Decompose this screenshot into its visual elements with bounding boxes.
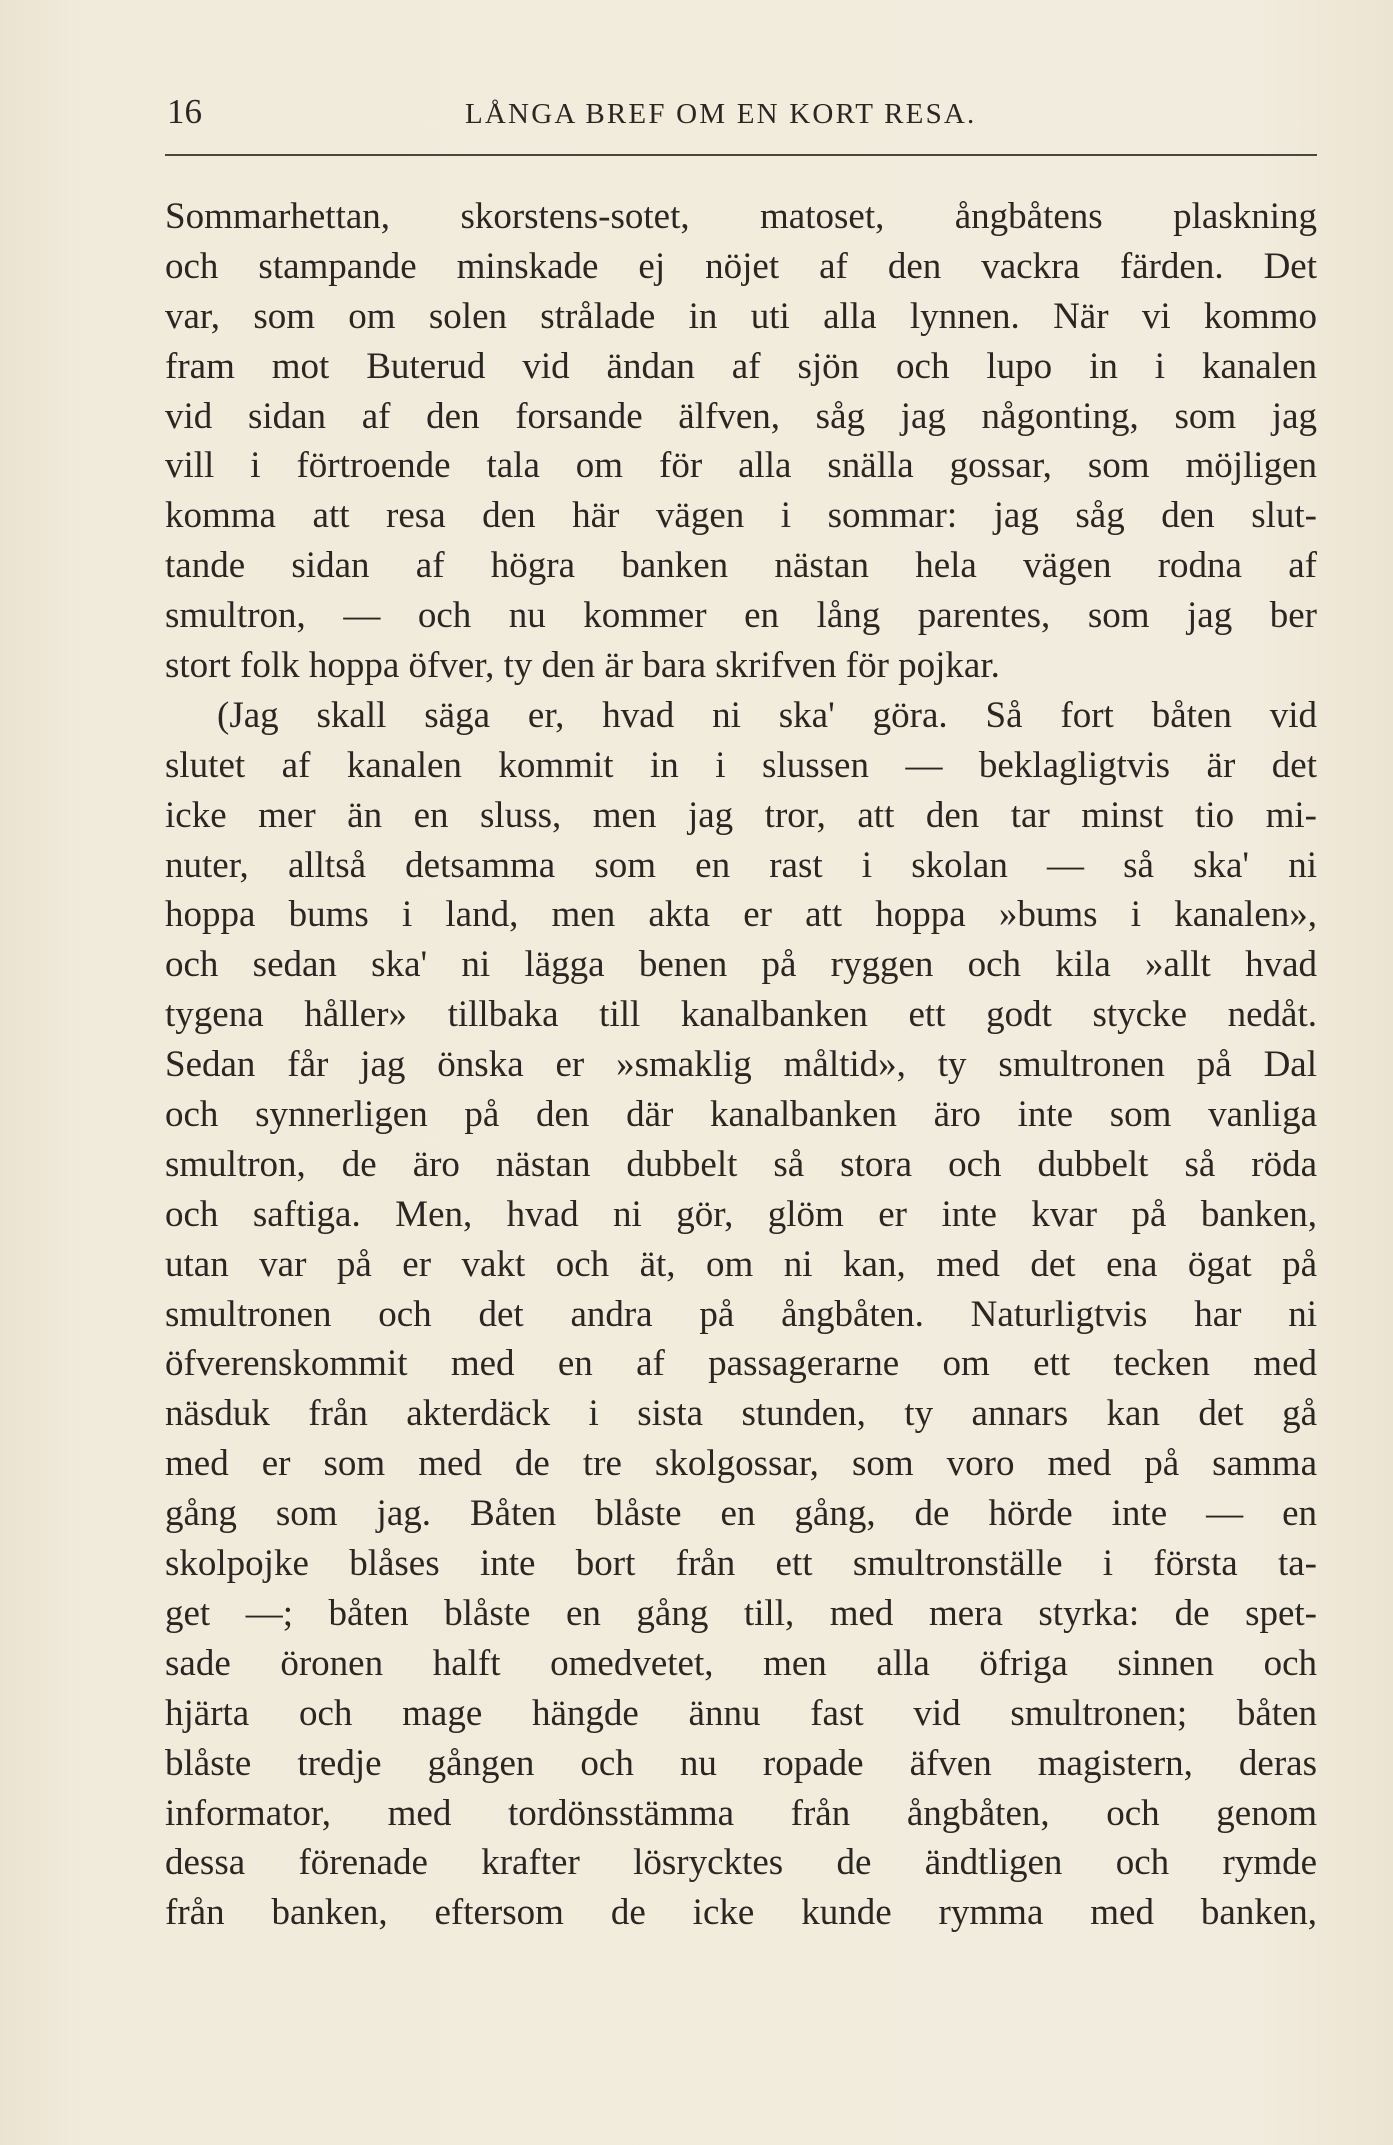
text-line: gång som jag. Båten blåste en gång, de hörde inte — en — [165, 1493, 1317, 1535]
text-line: smultron, de äro nästan dubbelt så stora och dubbelt så röda — [165, 1143, 1317, 1185]
text-line: get —; båten blåste en gång till, med mera styrka: de spet- — [165, 1592, 1317, 1634]
text-line: Sommarhettan, skorstens-sotet, matoset, ångbåtens plaskning — [165, 196, 1317, 237]
text-line: smultronen och det andra på ångbåten. Naturligtvis har ni — [165, 1293, 1317, 1335]
text-line: Sedan får jag önska er »smaklig måltid», ty smultronen på Dal — [165, 1044, 1317, 1086]
text-line: med er som med de tre skolgossar, som voro med på samma — [165, 1443, 1317, 1485]
text-line: och stampande minskade ej nöjet af den vackra färden. Det — [165, 245, 1317, 287]
text-line: var, som om solen strålade in uti alla lynnen. När vi kommo — [165, 295, 1317, 337]
text-line: nuter, alltså detsamma som en rast i skolan — så ska' ni — [165, 844, 1317, 886]
text-line: slutet af kanalen kommit in i slussen — beklagligtvis är det — [165, 744, 1317, 786]
text-line: och sedan ska' ni lägga benen på ryggen och kila »allt hvad — [165, 944, 1317, 986]
text-line: näsduk från akterdäck i sista stunden, ty annars kan det gå — [165, 1393, 1317, 1435]
text-line: komma att resa den här vägen i sommar: jag såg den slut- — [165, 495, 1317, 537]
text-line: öfverenskommit med en af passagerarne om ett tecken med — [165, 1343, 1317, 1385]
text-line: och saftiga. Men, hvad ni gör, glöm er inte kvar på banken, — [165, 1193, 1317, 1235]
text-line: hoppa bums i land, men akta er att hoppa »bums i kanalen», — [165, 894, 1317, 936]
text-line: informator, med tordönsstämma från ångbåten, och genom — [165, 1792, 1317, 1834]
text-line: och synnerligen på den där kanalbanken äro inte som vanliga — [165, 1094, 1317, 1136]
text-line: tygena håller» tillbaka till kanalbanken ett godt stycke nedåt. — [165, 994, 1317, 1036]
running-title: LÅNGA BREF OM EN KORT RESA. — [465, 98, 977, 130]
text-line: från banken, eftersom de icke kunde rymma med banken, — [165, 1892, 1317, 1934]
body-text — [165, 192, 1317, 1938]
text-line: vid sidan af den forsande älfven, såg jag någonting, som jag — [165, 395, 1317, 437]
text-line: dessa förenade krafter lösrycktes de ändtligen och rymde — [165, 1842, 1317, 1884]
text-line: tande sidan af högra banken nästan hela vägen rodna af — [165, 545, 1317, 587]
text-line: vill i förtroende tala om för alla snälla gossar, som möjligen — [165, 445, 1317, 487]
text-line: icke mer än en sluss, men jag tror, att den tar minst tio mi- — [165, 794, 1317, 836]
text-line: skolpojke blåses inte bort från ett smultronställe i första ta- — [165, 1543, 1317, 1585]
running-head — [167, 92, 1317, 132]
text-line: fram mot Buterud vid ändan af sjön och lupo in i kanalen — [165, 345, 1317, 387]
text-line: hjärta och mage hängde ännu fast vid smultronen; båten — [165, 1692, 1317, 1734]
text-line: stort folk hoppa öfver, ty den är bara skrifven för pojkar. — [165, 645, 1000, 687]
text-line: blåste tredje gången och nu ropade äfven magistern, deras — [165, 1742, 1317, 1784]
text-line: sade öronen halft omedvetet, men alla öfriga sinnen och — [165, 1642, 1317, 1684]
header-rule — [165, 154, 1317, 156]
page-number: 16 — [167, 92, 202, 131]
text-line: smultron, — och nu kommer en lång parentes, som jag ber — [165, 595, 1317, 637]
text-line: (Jag skall säga er, hvad ni ska' göra. Så fort båten vid — [217, 694, 1317, 736]
text-line: utan var på er vakt och ät, om ni kan, med det ena ögat på — [165, 1243, 1317, 1285]
